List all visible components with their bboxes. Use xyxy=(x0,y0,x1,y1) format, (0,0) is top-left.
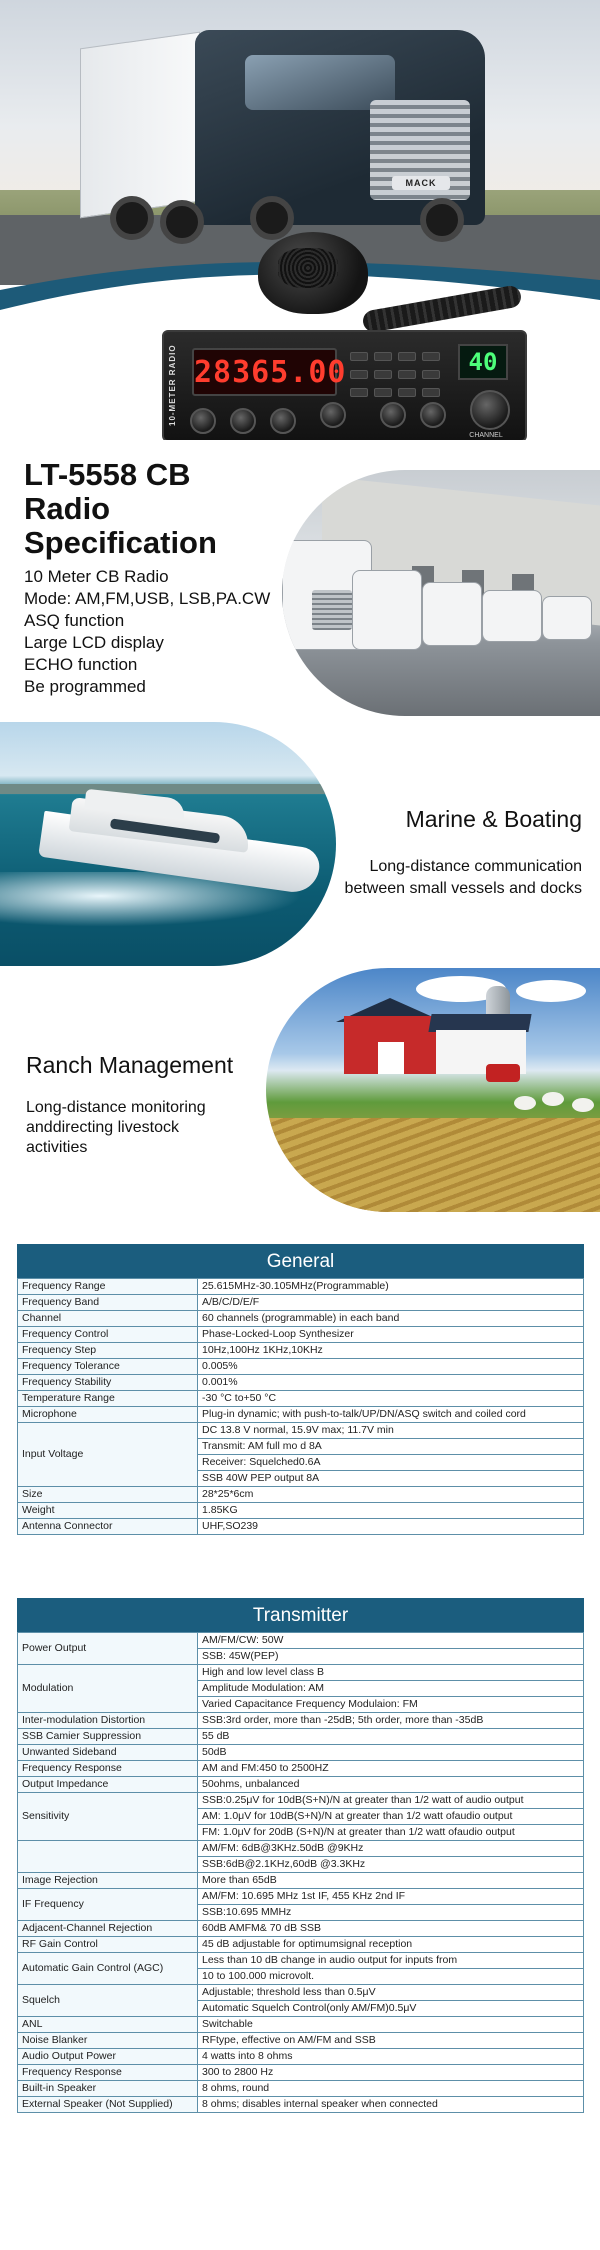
spec-label: Image Rejection xyxy=(18,1873,198,1889)
truck-trailer xyxy=(80,32,200,219)
spec-value: SSB:6dB@2.1KHz,60dB @3.3KHz xyxy=(198,1857,584,1873)
frequency-display: 28365.00 xyxy=(192,348,337,396)
spec-row xyxy=(18,1713,584,1729)
spec-value: AM: 1.0μV for 10dB(S+N)/N at greater than 1/2 watt ofaudio output xyxy=(198,1809,584,1825)
spec-row xyxy=(18,1279,584,1295)
spec-value: Automatic Squelch Control(only AM/FM)0.5μV xyxy=(198,2001,584,2017)
spec-row xyxy=(18,1519,584,1535)
spec-row xyxy=(18,1407,584,1423)
transmitter-table-section xyxy=(17,1598,584,2113)
spec-value: 45 dB adjustable for optimumsignal reception xyxy=(198,1937,584,1953)
spec-value: More than 65dB xyxy=(198,1873,584,1889)
spec-row xyxy=(18,1503,584,1519)
spec-label: Unwanted Sideband xyxy=(18,1745,198,1761)
spec-row xyxy=(18,2081,584,2097)
feature-item: Large LCD display xyxy=(24,633,164,652)
feature-item: Mode: AM,FM,USB, LSB,PA.CW xyxy=(24,589,271,608)
spec-row xyxy=(18,1729,584,1745)
spec-row xyxy=(18,1359,584,1375)
spec-row xyxy=(18,1423,584,1439)
spec-label: RF Gain Control xyxy=(18,1937,198,1953)
spec-value: AM/FM: 6dB@3KHz.50dB @9KHz xyxy=(198,1841,584,1857)
spec-row xyxy=(18,1841,584,1857)
spec-row xyxy=(18,1311,584,1327)
general-heading: General xyxy=(17,1244,584,1278)
spec-row xyxy=(18,1921,584,1937)
spec-value: 4 watts into 8 ohms xyxy=(198,2049,584,2065)
volume-knob xyxy=(190,408,216,434)
spec-label: Output Impedance xyxy=(18,1777,198,1793)
spec-value: 10Hz,100Hz 1KHz,10KHz xyxy=(198,1343,584,1359)
sheep xyxy=(542,1092,564,1106)
spec-row xyxy=(18,1375,584,1391)
spec-label: Frequency Range xyxy=(18,1279,198,1295)
spec-value: Transmit: AM full mo d 8A xyxy=(198,1439,584,1455)
spec-label: Temperature Range xyxy=(18,1391,198,1407)
spec-label: ANL xyxy=(18,2017,198,2033)
spec-value: 50ohms, unbalanced xyxy=(198,1777,584,1793)
spec-row xyxy=(18,1761,584,1777)
feature-item: ECHO function xyxy=(24,655,138,674)
spec-label: Frequency Stability xyxy=(18,1375,198,1391)
spec-label: SSB Camier Suppression xyxy=(18,1729,198,1745)
spec-value: 28*25*6cm xyxy=(198,1487,584,1503)
truck xyxy=(482,590,542,642)
hay-field xyxy=(266,1118,600,1212)
spec-row xyxy=(18,1295,584,1311)
spec-row xyxy=(18,1873,584,1889)
sheep xyxy=(514,1096,536,1110)
spec-row xyxy=(18,2065,584,2081)
function-buttons xyxy=(350,370,440,379)
spec-label: Input Voltage xyxy=(18,1423,198,1487)
ranch-description: Long-distance monitoring anddirecting livestock activities xyxy=(26,1099,206,1156)
cloud xyxy=(516,980,586,1002)
spec-label: Frequency Step xyxy=(18,1343,198,1359)
spec-value: 10 to 100.000 microvolt. xyxy=(198,1969,584,1985)
spec-value: -30 °C to+50 °C xyxy=(198,1391,584,1407)
spec-label: Frequency Tolerance xyxy=(18,1359,198,1375)
feature-list xyxy=(24,566,294,698)
hero-image xyxy=(0,0,600,440)
spec-label: Channel xyxy=(18,1311,198,1327)
spec-value: AM/FM: 10.695 MHz 1st IF, 455 KHz 2nd IF xyxy=(198,1889,584,1905)
spec-value: Adjustable; threshold less than 0.5μV xyxy=(198,1985,584,2001)
spec-value: SSB:10.695 MMHz xyxy=(198,1905,584,1921)
truck-grille xyxy=(312,590,352,630)
spec-value: Less than 10 dB change in audio output for inputs from xyxy=(198,1953,584,1969)
spec-row xyxy=(18,1343,584,1359)
spec-label: Size xyxy=(18,1487,198,1503)
spec-value: DC 13.8 V normal, 15.9V max; 11.7V min xyxy=(198,1423,584,1439)
marine-caption: Marine & Boating xyxy=(405,806,582,832)
clarifier-knob xyxy=(420,402,446,428)
spec-label: Built-in Speaker xyxy=(18,2081,198,2097)
marine-description: Long-distance communication between small vessels and docks xyxy=(344,858,582,897)
spec-label: Antenna Connector xyxy=(18,1519,198,1535)
spec-title-line: Radio xyxy=(24,491,111,526)
spec-value: Receiver: Squelched0.6A xyxy=(198,1455,584,1471)
truck-wheel xyxy=(110,196,154,240)
spec-value: Switchable xyxy=(198,2017,584,2033)
spec-value: 1.85KG xyxy=(198,1503,584,1519)
rf-gain-knob xyxy=(270,408,296,434)
spec-row xyxy=(18,1793,584,1809)
spec-row xyxy=(18,1327,584,1343)
spec-value: AM/FM/CW: 50W xyxy=(198,1633,584,1649)
spec-value: AM and FM:450 to 2500HZ xyxy=(198,1761,584,1777)
truck xyxy=(422,582,482,646)
mode-knob xyxy=(320,402,346,428)
spec-value: 8 ohms, round xyxy=(198,2081,584,2097)
spec-value: FM: 1.0μV for 20dB (S+N)/N at greater than 1/2 watt ofaudio output xyxy=(198,1825,584,1841)
spec-value: 300 to 2800 Hz xyxy=(198,2065,584,2081)
spec-row xyxy=(18,1665,584,1681)
truck xyxy=(352,570,422,650)
ranch-photo xyxy=(266,968,600,1212)
spec-row xyxy=(18,2097,584,2113)
power-knob xyxy=(380,402,406,428)
spec-label: Power Output xyxy=(18,1633,198,1665)
spec-value: High and low level class B xyxy=(198,1665,584,1681)
sheep xyxy=(572,1098,594,1112)
spec-label: Frequency Response xyxy=(18,1761,198,1777)
general-table-section xyxy=(17,1244,584,1535)
spec-title xyxy=(24,458,314,560)
spec-label: Weight xyxy=(18,1503,198,1519)
spec-value: Phase-Locked-Loop Synthesizer xyxy=(198,1327,584,1343)
spec-value: SSB:0.25μV for 10dB(S+N)/N at greater than 1/2 watt of audio output xyxy=(198,1793,584,1809)
spec-row xyxy=(18,1745,584,1761)
spec-label: Adjacent-Channel Rejection xyxy=(18,1921,198,1937)
radio-side-label: 10-METER RADIO xyxy=(168,344,177,426)
spec-value: 55 dB xyxy=(198,1729,584,1745)
spec-value: 8 ohms; disables internal speaker when connected xyxy=(198,2097,584,2113)
barn-door xyxy=(378,1042,404,1074)
transmitter-spec-table xyxy=(17,1632,584,2113)
trucks-depot-photo xyxy=(282,470,600,716)
function-buttons xyxy=(350,352,440,361)
spec-label xyxy=(18,1841,198,1873)
truck-wheel xyxy=(250,196,294,240)
spec-label: Squelch xyxy=(18,1985,198,2017)
spec-row xyxy=(18,2033,584,2049)
spec-row xyxy=(18,1937,584,1953)
yacht-photo xyxy=(0,722,336,966)
spec-value: Plug-in dynamic; with push-to-talk/UP/DN/ASQ switch and coiled cord xyxy=(198,1407,584,1423)
spec-row xyxy=(18,2049,584,2065)
spec-label: Inter-modulation Distortion xyxy=(18,1713,198,1729)
spec-value: 60 channels (programmable) in each band xyxy=(198,1311,584,1327)
channel-knob xyxy=(470,390,510,430)
squelch-knob xyxy=(230,408,256,434)
spec-label: Frequency Band xyxy=(18,1295,198,1311)
spec-label: Frequency Response xyxy=(18,2065,198,2081)
spec-row xyxy=(18,1953,584,1969)
spec-label: External Speaker (Not Supplied) xyxy=(18,2097,198,2113)
spec-label: IF Frequency xyxy=(18,1889,198,1921)
channel-display: 40 xyxy=(458,344,508,380)
truck xyxy=(542,596,592,640)
channel-label: CHANNEL xyxy=(469,432,503,439)
spec-title-line: Specification xyxy=(24,525,217,560)
spec-row xyxy=(18,1391,584,1407)
truck-brand-badge: MACK xyxy=(392,176,450,190)
spec-row xyxy=(18,1985,584,2001)
spec-label: Modulation xyxy=(18,1665,198,1713)
spec-row xyxy=(18,1487,584,1503)
spec-value: Varied Capacitance Frequency Modulaion: FM xyxy=(198,1697,584,1713)
ranch-caption: Ranch Management xyxy=(26,1052,234,1078)
tractor xyxy=(486,1064,520,1082)
spec-value: A/B/C/D/E/F xyxy=(198,1295,584,1311)
spec-label: Sensitivity xyxy=(18,1793,198,1841)
spec-row xyxy=(18,1633,584,1649)
spec-row xyxy=(18,2017,584,2033)
spec-value: 60dB AMFM& 70 dB SSB xyxy=(198,1921,584,1937)
spec-value: Amplitude Modulation: AM xyxy=(198,1681,584,1697)
spec-title-line: LT-5558 CB xyxy=(24,457,191,492)
spec-value: SSB: 45W(PEP) xyxy=(198,1649,584,1665)
spec-label: Audio Output Power xyxy=(18,2049,198,2065)
spec-value: SSB:3rd order, more than -25dB; 5th order, more than -35dB xyxy=(198,1713,584,1729)
spec-label: Microphone xyxy=(18,1407,198,1423)
spec-value: 25.615MHz-30.105MHz(Programmable) xyxy=(198,1279,584,1295)
spec-row xyxy=(18,1777,584,1793)
spec-value: 50dB xyxy=(198,1745,584,1761)
transmitter-heading: Transmitter xyxy=(17,1598,584,1632)
spec-value: 0.005% xyxy=(198,1359,584,1375)
function-buttons xyxy=(350,388,440,397)
truck-wheel xyxy=(160,200,204,244)
spec-label: Automatic Gain Control (AGC) xyxy=(18,1953,198,1985)
truck-wheel xyxy=(420,198,464,242)
feature-item: ASQ function xyxy=(24,611,125,630)
spec-value: RFtype, effective on AM/FM and SSB xyxy=(198,2033,584,2049)
spec-label: Frequency Control xyxy=(18,1327,198,1343)
spec-label: Noise Blanker xyxy=(18,2033,198,2049)
shoreline xyxy=(0,784,336,794)
general-spec-table xyxy=(17,1278,584,1535)
spec-row xyxy=(18,1889,584,1905)
spec-value: 0.001% xyxy=(198,1375,584,1391)
spec-value: SSB 40W PEP output 8A xyxy=(198,1471,584,1487)
microphone-grill xyxy=(278,248,338,288)
feature-item: 10 Meter CB Radio xyxy=(24,567,169,586)
spec-value: UHF,SO239 xyxy=(198,1519,584,1535)
feature-item: Be programmed xyxy=(24,677,146,696)
